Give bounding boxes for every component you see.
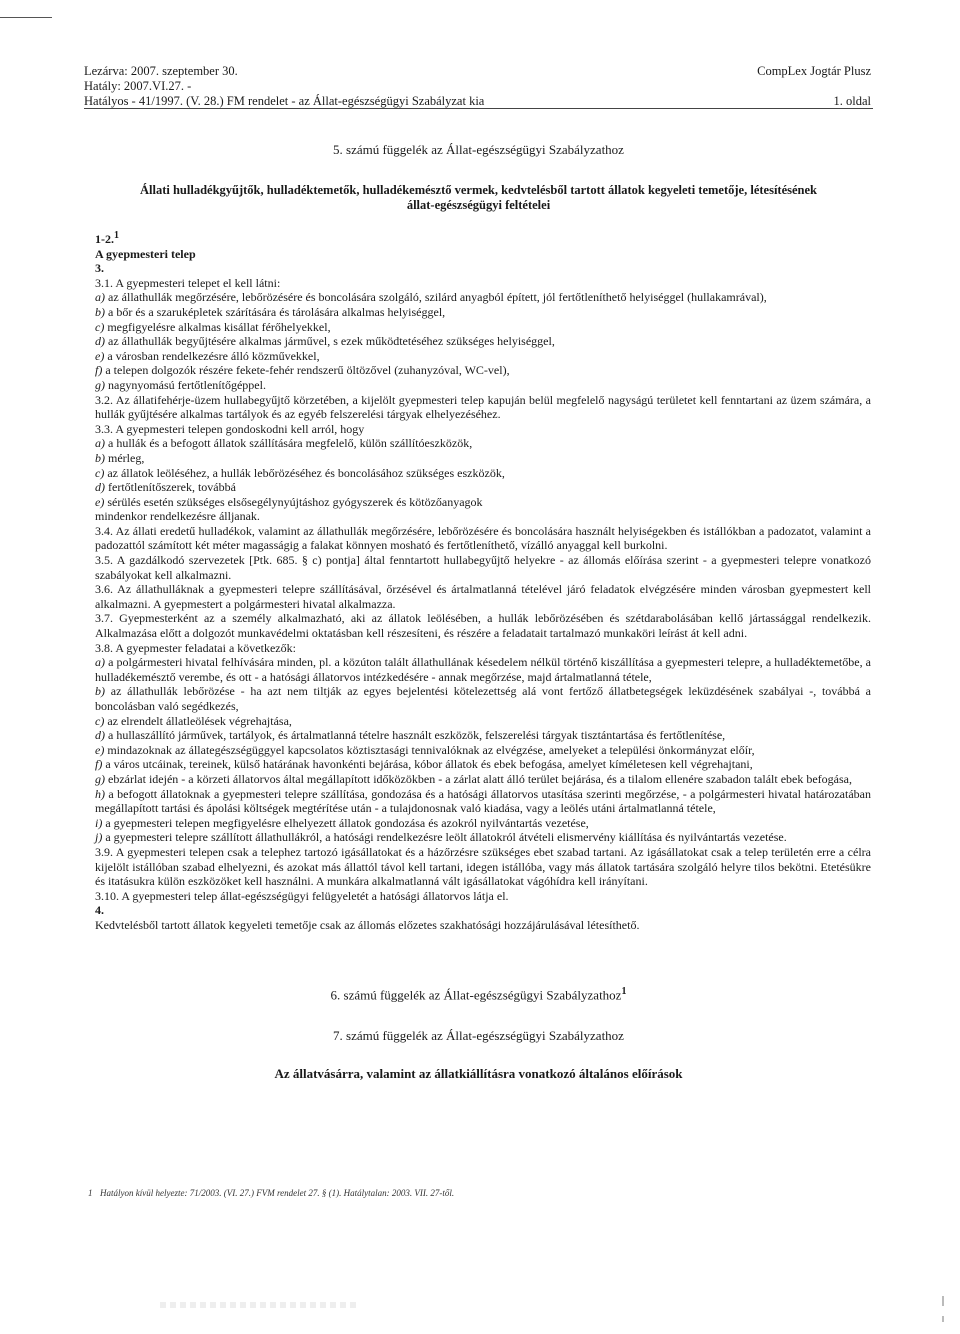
- appendix-6-heading: 6. számú függelék az Állat-egészségügyi Szabályzathoz$^1$: [330, 986, 627, 1003]
- item-3-8-d: d) a hullaszállító járművek, tartályok, és ártalmatlanná tételre használt eszközök, felszerelési tárgyak tisztántartása és fertőtlenítése,: [95, 728, 726, 743]
- item-3-3-c: c) az állatok leöléséhez, a hullák lebőrözéséhez és boncolásához szükséges eszközök,: [95, 465, 505, 480]
- item-3-1-e: e) a városban rendelkezésre álló közművekkel,: [95, 348, 320, 363]
- appendix-5-heading: 5. számú függelék az Állat-egészségügyi Szabályzathoz: [333, 142, 624, 157]
- closed-date: Lezárva: 2007. szeptember 30.: [84, 64, 238, 78]
- footnote-text: Hatályon kívül helyezte: 71/2003. (VI. 27.) FVM rendelet 27. § (1). Hatálytalan: 2003. VII. 27-től.: [100, 1188, 455, 1198]
- page-number: 1. oldal: [833, 94, 871, 108]
- appendix-7-heading: 7. számú függelék az Állat-egészségügyi Szabályzathoz: [333, 1028, 624, 1043]
- product-name: CompLex Jogtár Plusz: [757, 64, 871, 78]
- paragraph-3-6: 3.6. Az állathulláknak a gyepmesteri telepre szállításával, őrzésével és ártalmatlanná tételével járó feladatok elvégzésére minden városban gyepmestert kell alkalmazni. A gyepmestert a polgármesteri hivatal alkalmazza.: [95, 582, 871, 611]
- in-force-title: Hatályos - 41/1997. (V. 28.) FM rendelet - az Állat-egészségügyi Szabályzat kia: [84, 94, 485, 108]
- item-3-3-e: e) sérülés esetén szükséges elsősegélynyújtáshoz gyógyszerek és kötözőanyagok: [95, 494, 483, 509]
- item-3-8-e: e) mindazoknak az állategészségüggyel kapcsolatos köztisztasági tennivalóknak az elvégzése, amelyeket a települési önkormányzat előír,: [95, 742, 755, 757]
- header-divider: [84, 108, 873, 109]
- item-3-8-g: g) ebzárlat idején - a körzeti állatorvos által megállapított időközökben - a zárlat alatt álló terület bejárása, és a tilalom ellenére szabadon talált ebek befogása,: [95, 771, 852, 786]
- paragraph-3-8: 3.8. A gyepmester feladatai a következők:: [95, 640, 296, 655]
- section-heading-gyepmesteri: A gyepmesteri telep: [95, 246, 196, 261]
- footnote-ref[interactable]: 1: [621, 986, 627, 997]
- item-3-1-d: d) az állathullák begyűjtésére alkalmas járművel, s ezek működtetéséhez szükséges helyiséggel,: [95, 334, 555, 349]
- effect-date: Hatály: 2007.VI.27. -: [84, 79, 192, 93]
- item-3-3-d: d) fertőtlenítőszerek, továbbá: [95, 480, 236, 495]
- paragraph-3-10: 3.10. A gyepmesteri telep állat-egészségügyi felügyeletét a hatósági állatorvos látja el.: [95, 888, 509, 903]
- item-3-3-e-cont: mindenkor rendelkezésre álljanak.: [95, 509, 260, 524]
- item-3-8-h: h) a befogott állatoknak a gyepmesteri telepre szállítása, gondozása és a hatósági állatorvos utasítása szerinti megőrzése, - a polgármesteri hivatal határozatában megállapított tartási és ápolási költségek megtérítése után - a tulajdonosnak való kiadása, vagy a leölés utáni ártalmatlanná tétele,: [95, 786, 871, 816]
- paragraph-3-1: 3.1. A gyepmesteri telepet el kell látni:: [95, 275, 281, 290]
- item-3-1-g: g) nagynyomású fertőtlenítőgéppel.: [95, 377, 266, 392]
- item-3-3-b: b) mérleg,: [95, 450, 145, 465]
- item-3-1-f: f) a telepen dolgozók részére fekete-fehér rendszerű öltözővel (zuhanyzóval, WC-vel),: [95, 363, 510, 378]
- item-3-8-f: f) a város utcáinak, tereinek, külső határának havonkénti bejárása, kóbor állatok és ebek befogása, amelyet kíméletesen kell végrehajtani,: [95, 757, 753, 772]
- appendix-5-title-line2: állat-egészségügyi feltételei: [406, 198, 551, 212]
- item-3-8-a: a) a polgármesteri hivatal felhívására minden, pl. a közúton talált állathullának késedelem nélkül történő kiszállítása a gyepmesteri telepre, a hulladéktemetőbe, a hulladékemésztő verembe, és ott - a hatósági állatorvos intézkedésére - annak megőrzése, majd ártalmatlanná tétele,: [95, 655, 871, 684]
- paragraph-3-4: 3.4. Az állati eredetű hulladékok, valamint az állathullák megőrzésére, lebőrözésére és boncolására használt helyiségekben és istállókban a padozatot, valamint a padozattól számított két méter magasságig a falakat könnyen mosható és fertőtleníthető, vízálló anyaggal kell burkolni.: [95, 523, 871, 553]
- appendix-5-body: [95, 229, 871, 933]
- section-4: 4.: [95, 903, 104, 918]
- paragraph-3-3: 3.3. A gyepmesteri telepen gondoskodni kell arról, hogy: [95, 421, 365, 436]
- item-3-1-a: a) az állathullák megőrzésére, lebőrözésére és boncolására szolgáló, szilárd anyagból épített, jól fertőtleníthető helyiséggel (hullakamrával),: [95, 290, 767, 305]
- document-header-product: [757, 64, 871, 109]
- paragraph-3-2: 3.2. Az állatifehérje-üzem hullabegyűjtő körzetében, a kijelölt gyepmesteri telep kapuján belül megfelelő nagyságú területet kell fenntartani az üzem számára, a hullák gyűjtésére alkalmas tartályok és az egyéb felszerelési tárgyak elhelyezéséhez.: [95, 392, 871, 422]
- paragraph-3-5: 3.5. A gazdálkodó szervezetek [Ptk. 685. § c) pontja] által fenntartott hullabegyűjtő helyekre - az állomás előírása szerint - a gyepmesteri telepre vonatkozó szabályokat kell alkalmazni.: [95, 553, 871, 582]
- item-3-8-j: j) a gyepmesteri telepre szállított állathullákról, a hatósági rendelkezésre leölt állatokról átvételi elismervény kiállítása és nyilvántartás vezetése.: [95, 830, 787, 845]
- appendix-7-title: Az állatvásárra, valamint az állatkiállításra vonatkozó általános előírások: [274, 1066, 683, 1081]
- appendix-5-title: [84, 183, 873, 213]
- footnote-ref[interactable]: 1: [114, 230, 119, 241]
- footnote-number: 1: [88, 1188, 93, 1198]
- bleed-through-artifact: [160, 1302, 360, 1308]
- scan-speck: [942, 1316, 944, 1322]
- item-3-8-i: i) a gyepmesteri telepen megfigyelésre elhelyezett állatok gondozása és azokról nyilvántartás vezetése,: [95, 815, 589, 830]
- footnote: [88, 1188, 454, 1198]
- item-3-3-a: a) a hullák és a befogott állatok szállítására megfelelő, külön szállítóeszközök,: [95, 436, 473, 451]
- scan-speck: [942, 1296, 944, 1306]
- paragraph-3-7: 3.7. Gyepmesterként az a személy alkalmazható, aki az állatok leölésében, a hullák lebőrözésében és szétdarabolásában kellő jártassággal rendelkezik. Alkalmazása előtt a dolgozót munkavédelmi oktatásban kell részesíteni, és részére a feladatait tartalmazó munkaköri leírást át kell adni.: [95, 611, 871, 641]
- item-3-1-c: c) megfigyelésre alkalmas kisállat férőhelyekkel,: [95, 319, 331, 334]
- item-3-8-b: b) az állathullák lebőrözése - ha azt nem tiltják az egyes bejelentési kötelezettség alá vont fertőző állatbetegségek leküzdésének szabályai -, továbbá a boncolásban való segédkezés,: [95, 684, 871, 713]
- section-3: 3.: [95, 261, 104, 276]
- section-1-2: 1-2.$^1$: [95, 230, 119, 246]
- scan-corner-mark: [0, 17, 52, 18]
- appendix-5-title-line1: Állati hulladékgyűjtők, hulladéktemetők, hulladékemésztő vermek, kedvtelésből tartott állatok kegyeleti temetője, létesítésének: [140, 183, 817, 197]
- paragraph-4: Kedvtelésből tartott állatok kegyeleti temetője csak az állomás előzetes szakhatósági hozzájárulásával létesíthető.: [95, 917, 640, 932]
- item-3-1-b: b) a bőr és a szaruképletek szárítására és tárolására alkalmas helyiséggel,: [95, 304, 446, 319]
- paragraph-3-9: 3.9. A gyepmesteri telepen csak a telephez tartozó igásállatokat és a házőrzésre szükséges ebet szabad tartani. Az igásállatokat csak a telep területén erre a célra kijelölt istállóban szabad elhelyezni, és azokat más állattól távol kell tartani, idegen istállóba, vagy más állatok tartására szolgáló helyre tilos bekötni. Etetésükre és itatásukra külön eszközöket kell használni. A munkára alkalmatlanná vált igásállatokat vágóhídra kell irányítani.: [95, 844, 871, 889]
- item-3-8-c: c) az elrendelt állatleölések végrehajtása,: [95, 713, 292, 728]
- document-header-meta: [84, 64, 484, 109]
